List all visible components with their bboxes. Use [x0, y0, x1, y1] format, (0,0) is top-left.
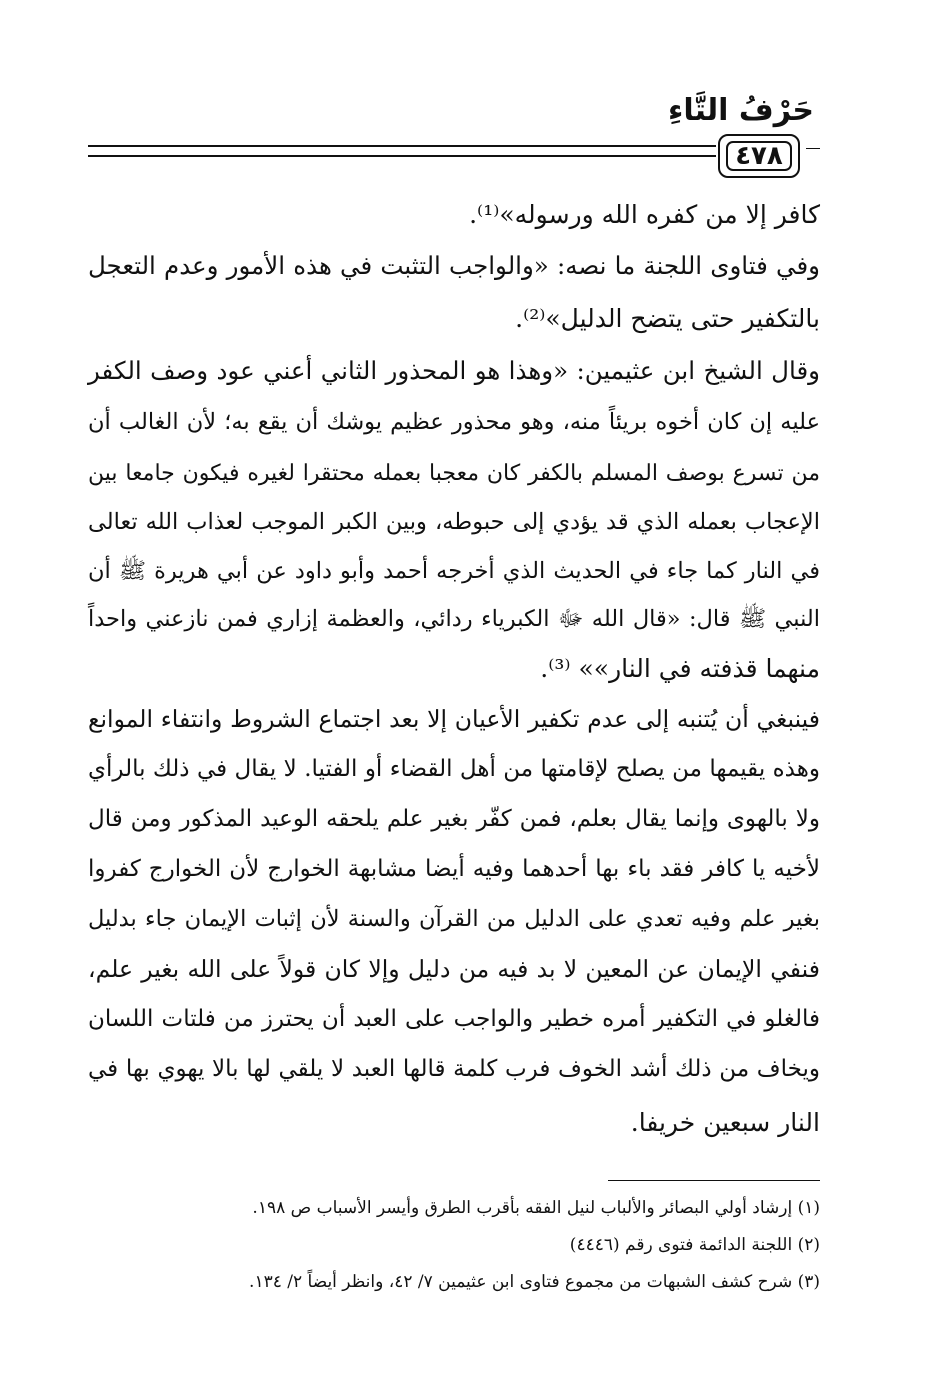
page-number-frame — [718, 134, 800, 178]
body-line: عليه إن كان أخوه بريئاً منه، وهو محذور عظيم يوشك أن يقع به؛ لأن الغالب أن — [88, 409, 820, 435]
header-rule-left-bottom — [88, 155, 716, 157]
body-line: الإعجاب بعمله الذي قد يؤدي إلى حبوطه، وبين الكبر الموجب لعذاب الله تعالى — [88, 509, 820, 535]
chapter-title: حَرْفُ التَّاءِ — [668, 93, 814, 128]
body-line: ولا بالهوى وإنما يقال بعلم، فمن كفّر بغير علم يلحقه الوعيد المذكور ومن قال — [88, 806, 820, 832]
body-line: وفي فتاوى اللجنة ما نصه: «والواجب التثبت في هذه الأمور وعدم التعجل — [88, 251, 820, 280]
footnote: (٢) اللجنة الدائمة فتوى رقم (٤٤٤٦) — [569, 1235, 820, 1255]
body-line: بغير علم وفيه تعدي على الدليل من القرآن والسنة لأن إثبات الإيمان جاء بدليل — [88, 906, 820, 932]
body-line: فينبغي أن يُتنبه إلى عدم تكفير الأعيان إلا بعد اجتماع الشروط وانتفاء الموانع — [88, 705, 820, 733]
body-line: بالتكفير حتى يتضح الدليل»⁽²⁾. — [515, 304, 820, 333]
body-line: فالغلو في التكفير أمره خطير والواجب على العبد أن يحترز من فلتات اللسان — [88, 1006, 820, 1032]
header-rule-left-top — [88, 145, 716, 147]
body-line: في النار كما جاء في الحديث الذي أخرجه أحمد وأبو داود عن أبي هريرة ﷺ أن — [88, 558, 820, 584]
body-line: منهما قذفته في النار»» ⁽³⁾. — [540, 654, 820, 683]
footnote: (٣) شرح كشف الشبهات من مجموع فتاوى ابن عثيمين ٧/ ٤٢، وانظر أيضاً ٢/ ١٣٤. — [249, 1272, 820, 1292]
body-line: وهذه يقيمها من يصلح لإقامتها من أهل القضاء أو الفتيا. لا يقال في ذلك بالرأي — [88, 756, 820, 782]
body-line: من تسرع بوصف المسلم بالكفر كان معجبا بعمله محتقرا لغيره فيكون جامعا بين — [88, 461, 820, 486]
body-line: النار سبعين خريفا. — [630, 1108, 820, 1137]
footnote-divider — [608, 1180, 820, 1181]
footnote: (١) إرشاد أولي البصائر والألباب لنيل الفقه بأقرب الطرق وأيسر الأسباب ص ١٩٨. — [252, 1198, 820, 1218]
body-line: لأخيه يا كافر فقد باء بها أحدهما وفيه أيضا مشابهة الخوارج لأن الخوارج كفروا — [88, 856, 820, 882]
body-line: وقال الشيخ ابن عثيمين: «وهذا هو المحذور الثاني أعني عود وصف الكفر — [88, 356, 820, 385]
body-line: فنفي الإيمان عن المعين لا بد فيه من دليل وإلا كان قولاً على الله بغير علم، — [88, 955, 820, 983]
page-number: ٤٧٨ — [726, 141, 792, 171]
header-rule-right — [806, 148, 820, 149]
body-line: النبي ﷺ قال: «قال الله ﷻ الكبرياء ردائي، والعظمة إزاري فمن نازعني واحداً — [88, 606, 820, 632]
body-line: ويخاف من ذلك أشد الخوف فرب كلمة قالها العبد لا يلقي لها بالا يهوي بها في — [88, 1056, 820, 1082]
body-line: كافر إلا من كفره الله ورسوله»⁽¹⁾. — [469, 200, 820, 229]
